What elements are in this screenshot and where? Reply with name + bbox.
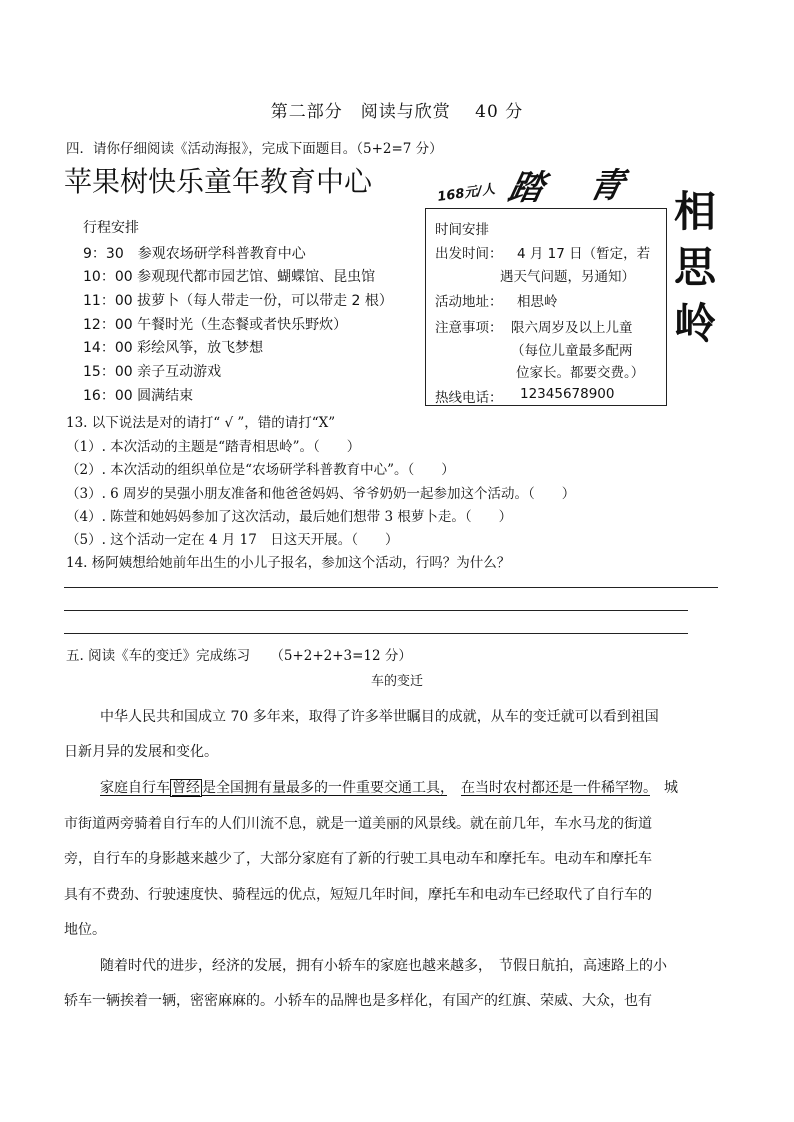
place-char-3: 岭: [673, 299, 716, 348]
itinerary-item: 14：00 彩绘风筝，放飞梦想: [83, 340, 264, 356]
text-segment: 是全国拥有量最多的一件重要交通工具，: [202, 780, 447, 796]
itinerary-item: 11：00 拔萝卜（每人带走一份，可以带走 2 根）: [83, 293, 393, 309]
q13-item: （4）. 陈萱和她妈妈参加了这次活动，最后她们想带 3 根萝卜走。（ ）: [66, 509, 513, 525]
itinerary-item: 12：00 午餐时光（生态餐或者快乐野炊）: [83, 317, 348, 333]
poster-place-vertical: [673, 184, 717, 352]
notes-line-3: 位家长。都要交费。）: [516, 365, 645, 381]
paragraph-2-line-1: [100, 777, 678, 797]
poster-theme-char-2: 青: [585, 166, 628, 206]
paragraph-2-line-2: 市街道两旁骑着自行车的人们川流不息，就是一道美丽的风景线。就在前几年，车水马龙的街道: [64, 816, 652, 832]
notes-label: 注意事项：: [435, 320, 503, 336]
article-title: 车的变迁: [370, 674, 423, 689]
poster-theme-char-1: 踏: [505, 168, 548, 208]
answer-line: [64, 587, 718, 588]
paragraph-2-line-4: 具有不费劲、行驶速度快、骑程远的优点，短短几年时间，摩托车和电动车已经取代了自行车的: [64, 887, 652, 903]
paragraph-1-line-2: 日新月异的发展和变化。: [64, 744, 218, 760]
underlined-sentence-1: [100, 779, 447, 797]
depart-value-2: 遇天气问题，另通知）: [500, 269, 635, 285]
text-gap: [447, 780, 461, 796]
q14-question: 14. 杨阿姨想给她前年出生的小儿子报名，参加这个活动，行吗？为什么？: [66, 555, 511, 571]
address-value: 相思岭: [517, 294, 558, 310]
place-char-2: 思: [673, 243, 716, 292]
boxed-word: 曾经: [172, 780, 200, 796]
itinerary-item: 9：30 参观农场研学科普教育中心: [83, 246, 306, 262]
itinerary-item: 16：00 圆满结束: [83, 388, 194, 404]
depart-value-1: 4 月 17 日（暂定，若: [517, 246, 651, 262]
q13-item: （5）. 这个活动一定在 4 月 17 日这天开展。（ ）: [66, 532, 399, 548]
depart-label: 出发时间：: [435, 246, 503, 262]
itinerary-item: 10：00 参观现代都市园艺馆、蝴蝶馆、昆虫馆: [83, 269, 376, 285]
hotline-label: 热线电话：: [435, 390, 503, 406]
paragraph-1-line-1: 中华人民共和国成立 70 多年来，取得了许多举世瞩目的成就，从车的变迁就可以看到祖国: [100, 709, 659, 725]
q13-item: （2）. 本次活动的组织单位是“农场研学科普教育中心”。（ ）: [66, 462, 455, 478]
section5-heading: 五. 阅读《车的变迁》完成练习 （5+2+2+3=12 分）: [66, 648, 412, 664]
part-title: 第二部分 阅读与欣赏 40 分: [270, 102, 524, 122]
paragraph-2-line-3: 旁，自行车的身影越来越少了，大部分家庭有了新的行驶工具电动车和摩托车。电动车和摩托车: [64, 851, 652, 867]
poster-price: 168元/人: [436, 182, 496, 205]
q13-item: （1）. 本次活动的主题是“踏青相思岭”。（ ）: [66, 439, 361, 455]
info-title: 时间安排: [435, 222, 489, 238]
paragraph-3-line-2: 轿车一辆挨着一辆，密密麻麻的。小轿车的品牌也是多样化，有国产的红旗、荣威、大众，也有: [64, 993, 652, 1009]
itinerary-item: 15：00 亲子互动游戏: [83, 364, 222, 380]
section4-heading: 四．请你仔细阅读《活动海报》，完成下面题目。（5+2=7 分）: [66, 141, 443, 157]
notes-line-2: （每位儿童最多配两: [511, 343, 633, 359]
answer-line: [64, 633, 688, 634]
hotline-value: 12345678900: [520, 386, 615, 402]
text-segment: 城: [650, 780, 678, 796]
q13-item: （3）. 6 周岁的昊强小朋友准备和他爸爸妈妈、爷爷奶奶一起参加这个活动。（ ）: [66, 486, 576, 502]
notes-line-1: 限六周岁及以上儿童: [511, 320, 633, 336]
address-label: 活动地址：: [435, 294, 503, 310]
paragraph-2-line-5: 地位。: [64, 922, 106, 938]
poster-org-title: 苹果树快乐童年教育中心: [64, 165, 373, 198]
answer-line: [64, 610, 688, 611]
paragraph-3-line-1: 随着时代的进步，经济的发展，拥有小轿车的家庭也越来越多， 节假日航拍，高速路上的小: [100, 958, 667, 974]
place-char-1: 相: [673, 187, 716, 236]
q13-intro: 13. 以下说法是对的请打“ √ ”，错的请打“X”: [66, 415, 336, 431]
text-segment: 家庭自行车: [100, 780, 170, 796]
itinerary-title: 行程安排: [83, 220, 139, 236]
underlined-sentence-2: 在当时农村都还是一件稀罕物。: [461, 780, 650, 796]
